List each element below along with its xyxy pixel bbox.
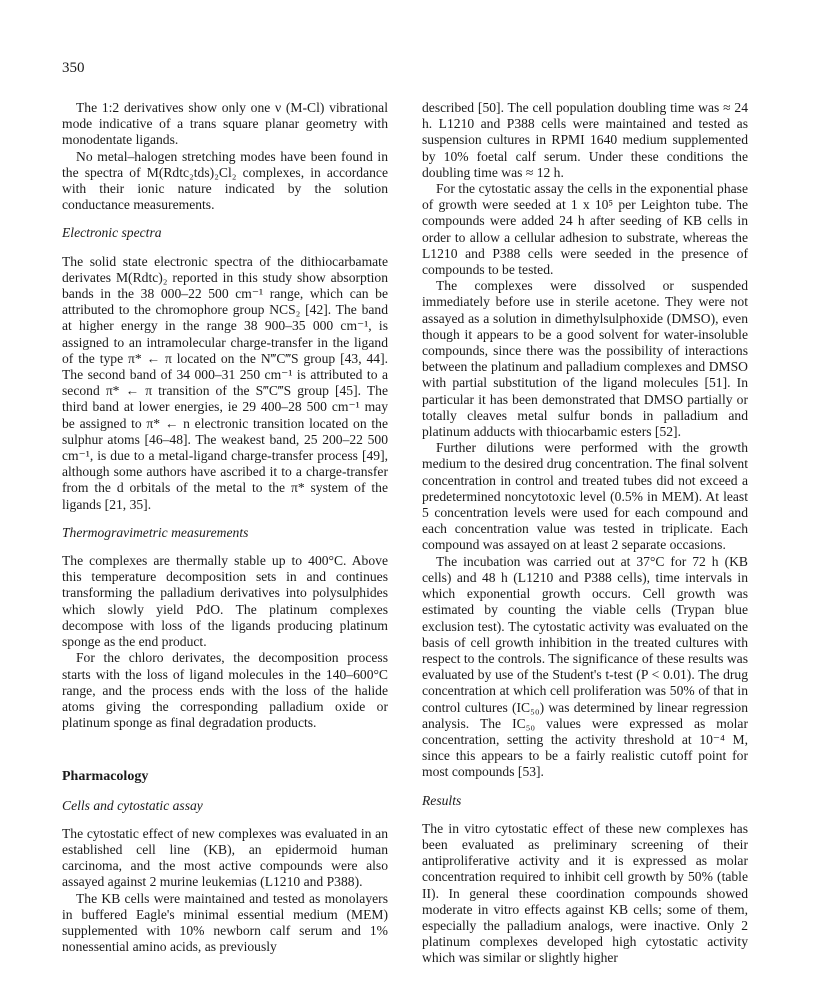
paragraph: The complexes are thermally stable up to 400°C. Above this temperature decomposition sets in and continues transforming the palladium derivatives into polysulphides which slowly yield PdO. The platinum complexes decompose with loss of the ligands producing platinum sponge as the end product. (62, 553, 388, 650)
paragraph: The cytostatic effect of new complexes was evaluated in an established cell line (KB), an epidermoid human carcinoma, and the most active compounds were also assayed against 2 murine leukemias (L1210 and P388). (62, 825, 388, 890)
paragraph: For the chloro derivates, the decomposition process starts with the loss of ligand molecules in the 140–600°C range, and the process ends with the loss of the halide atoms giving the corresponding palladium oxide or platinum sponge as final degradation products. (62, 650, 388, 731)
paragraph: The solid state electronic spectra of the dithiocarbamate derivates M(Rdtc)₂ reported in this study show absorption bands in the 38 000–22 500 cm⁻¹ range, which can be attributed to the chromophore group NCS₂ [42]. The band at higher energy in the range 38 900–35 000 cm⁻¹, is assigned to an intramolecular charge-transfer in the ligand of the type π* ← π located on the N⁠‴C‴S group [43, 44]. The second band of 34 000–31 250 cm⁻¹ is attributed to a second π* ← π transition of the S‴C‴S group [45]. The third band at lower energies, ie 29 400–28 500 cm⁻¹ may be assigned to π* ← n electronic transition located on the sulphur atoms [46–48]. The weakest band, 25 200–22 500 cm⁻¹, is due to a metal-ligand charge-transfer process [49], although some authors have ascribed it to a charge-transfer from the d orbitals of the metal to the π* system of the ligands [21, 35]. (62, 253, 388, 512)
paragraph: The in vitro cytostatic effect of these new complexes has been evaluated as preliminary screening of their antiproliferative activity and it is expressed as molar concentration required to inhibit cell growth by 50% (table II). In general these coordination compounds showed moderate in vitro effects against KB cells; some of them, especially the palladium analogs, were inactive. Only 2 platinum complexes developed high cytostatic activity which was similar or slightly higher (422, 820, 748, 966)
page-number: 350 (62, 60, 85, 76)
subsection-heading-cells: Cells and cytostatic assay (62, 797, 203, 813)
paragraph: The complexes were dissolved or suspended immediately before use in sterile acetone. They were not assayed as a solution in dimethylsulphoxide (DMSO), even though it appears to be a good solvent for water-insoluble compounds, since there was the possibility of interactions between the platinum and palladium complexes and DMSO with partial substitution of the ligand molecules [51]. In particular it has been demonstrated that DMSO partially or totally cleaves metal sulfur bonds in palladium and platinum adducts with thiocarbamic esters [52]. (422, 278, 748, 440)
left-column (62, 100, 388, 955)
paragraph: The 1:2 derivatives show only one ν (M-Cl) vibrational mode indicative of a trans square planar geometry with monodentate ligands. (62, 100, 388, 148)
paragraph: The incubation was carried out at 37°C for 72 h (KB cells) and 48 h (L1210 and P388 cells), time intervals in which exponential growth occurs. Cell growth was estimated by counting the viable cells (Trypan blue exclusion test). The cytostatic activity was evaluated on the basis of cell growth inhibition in the treated cultures with respect to the controls. The significance of these results was evaluated by use of the Student's t-test (P < 0.01). The drug concentration at which cell proliferation was 50% of that in control cultures (IC₅₀) was determined by linear regression analysis. The IC₅₀ values were expressed as molar concentration, setting the activity threshold at 10⁻⁴ M, since this appears to be a fairly realistic cutoff point for most compounds [53]. (422, 553, 748, 780)
subsection-heading-thermogravimetric: Thermogravimetric measurements (62, 524, 249, 540)
paragraph: No metal–halogen stretching modes have been found in the spectra of M(Rdtc₂tds)₂Cl₂ complexes, in accordance with their ionic nature indicated by the solution conductance measurements. (62, 148, 388, 213)
section-heading-pharmacology: Pharmacology (62, 769, 149, 785)
subsection-heading-results: Results (422, 792, 462, 808)
paragraph: The KB cells were maintained and tested as monolayers in buffered Eagle's minimal essential medium (MEM) supplemented with 10% newborn calf serum and 1% nonessential amino acids, as previously (62, 890, 388, 955)
paragraph: For the cytostatic assay the cells in the exponential phase of growth were seeded at 1 x 10⁵ per Leighton tube. The compounds were added 24 h after seeding of KB cells in order to allow a cellular adhesion to substrate, whereas the L1210 and P388 cells were seeded in the presence of compounds to be tested. (422, 181, 748, 278)
paragraph: described [50]. The cell population doubling time was ≈ 24 h. L1210 and P388 cells were maintained and tested as suspension cultures in RPMI 1640 medium supplemented by 10% foetal calf serum. Under these conditions the doubling time was ≈ 12 h. (422, 100, 748, 180)
subsection-heading-electronic-spectra: Electronic spectra (62, 225, 162, 241)
paragraph: Further dilutions were performed with the growth medium to the desired drug concentration. The final solvent concentration in control and treated tubes did not exceed a predetermined noncytotoxic level (0.5% in MEM). At least 5 concentration levels were used for each compound and each concentration value was tested in triplicate. Each compound was assayed on at least 2 separate occasions. (422, 440, 748, 553)
right-column (422, 100, 748, 967)
